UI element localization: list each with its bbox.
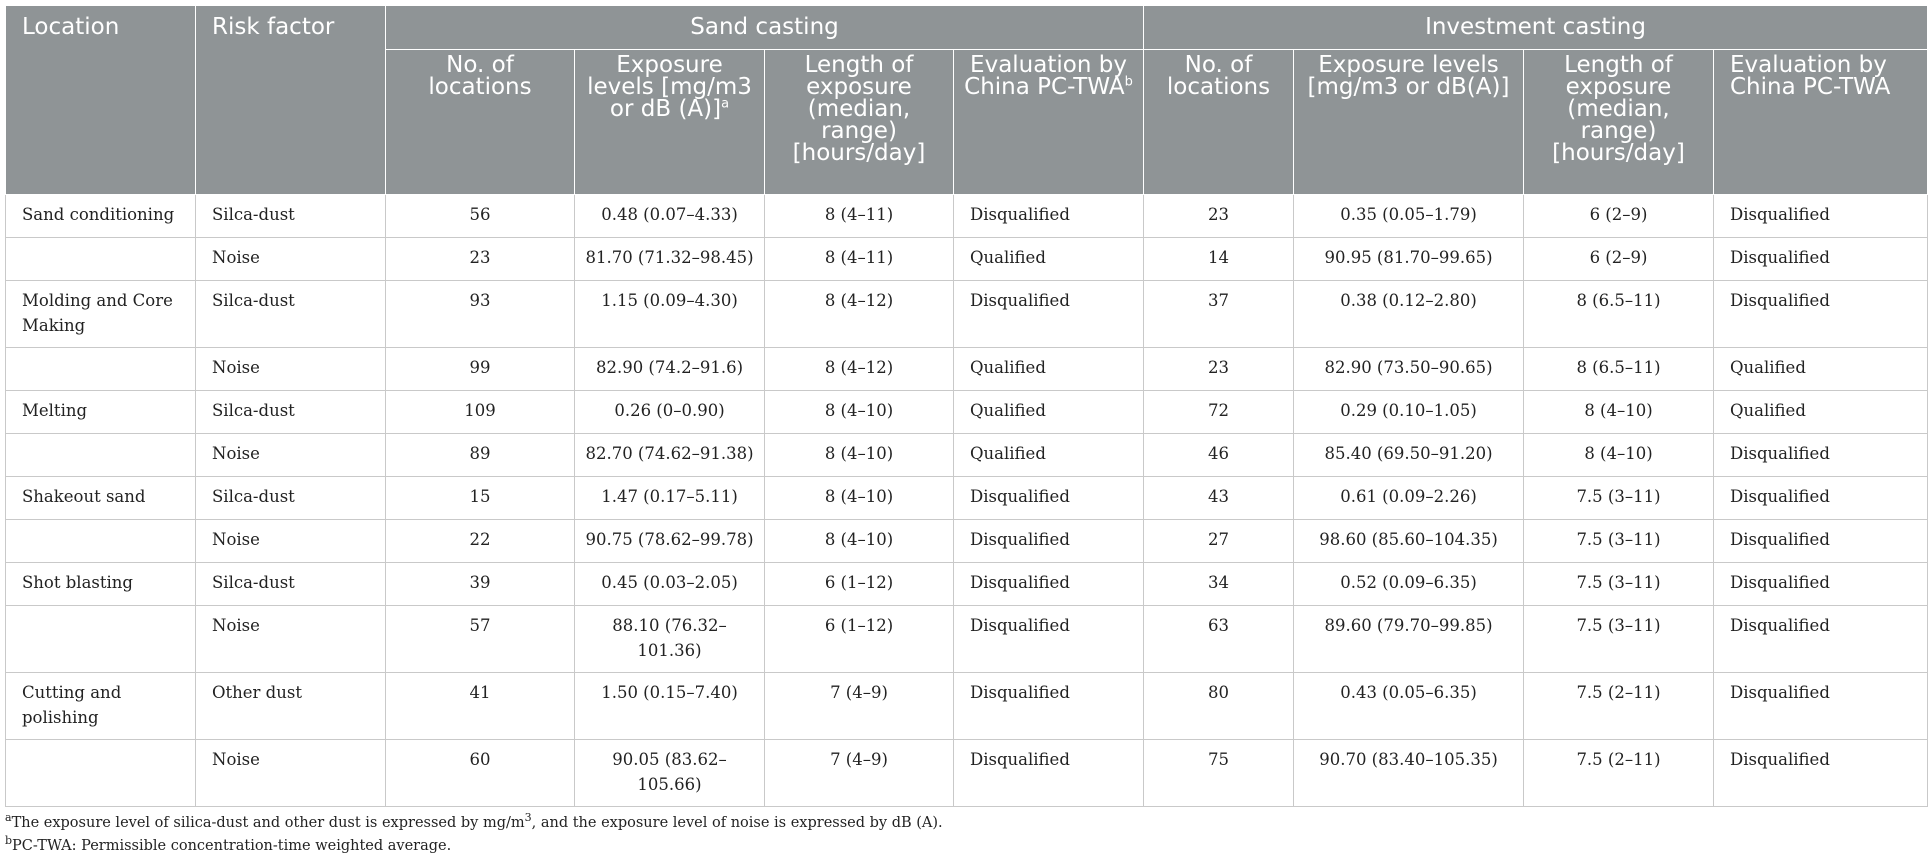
cell-location: Molding and Core Making <box>6 281 196 348</box>
cell-sand-exposure: 0.26 (0–0.90) <box>575 391 765 434</box>
cell-inv-length: 7.5 (2–11) <box>1524 740 1714 807</box>
cell-sand-length: 8 (4–12) <box>765 281 954 348</box>
cell-sand-evaluation: Disqualified <box>954 606 1144 673</box>
table-row <box>6 740 1928 807</box>
cell-sand-exposure: 0.45 (0.03–2.05) <box>575 563 765 606</box>
cell-sand-no-locations: 15 <box>386 477 575 520</box>
cell-inv-exposure: 0.35 (0.05–1.79) <box>1294 195 1524 238</box>
cell-sand-exposure: 90.05 (83.62–105.66) <box>575 740 765 807</box>
cell-inv-exposure: 90.70 (83.40–105.35) <box>1294 740 1524 807</box>
exposure-table <box>5 5 1928 807</box>
cell-sand-exposure: 1.15 (0.09–4.30) <box>575 281 765 348</box>
table-row <box>6 238 1928 281</box>
cell-sand-length: 8 (4–12) <box>765 348 954 391</box>
cell-sand-no-locations: 56 <box>386 195 575 238</box>
cell-inv-evaluation: Disqualified <box>1714 434 1928 477</box>
cell-sand-evaluation: Disqualified <box>954 477 1144 520</box>
cell-inv-no-locations: 34 <box>1144 563 1294 606</box>
header-inv-evaluation-text: Evaluation by China PC-TWA <box>1730 52 1891 100</box>
cell-inv-evaluation: Disqualified <box>1714 477 1928 520</box>
cell-inv-evaluation: Qualified <box>1714 391 1928 434</box>
cell-inv-length: 7.5 (3–11) <box>1524 606 1714 673</box>
table-row <box>6 606 1928 673</box>
cell-inv-no-locations: 14 <box>1144 238 1294 281</box>
cell-sand-evaluation: Disqualified <box>954 195 1144 238</box>
header-sand-length <box>765 50 954 195</box>
cell-location: Cutting and polishing <box>6 673 196 740</box>
footnote-marker-b: b <box>1124 74 1133 90</box>
cell-sand-evaluation: Qualified <box>954 434 1144 477</box>
cell-location <box>6 606 196 673</box>
header-sand-exposure-levels <box>575 50 765 195</box>
cell-sand-length: 8 (4–10) <box>765 520 954 563</box>
cell-location <box>6 238 196 281</box>
cell-location <box>6 740 196 807</box>
cell-risk-factor: Noise <box>196 238 386 281</box>
table-row <box>6 563 1928 606</box>
cell-risk-factor: Other dust <box>196 673 386 740</box>
cell-sand-no-locations: 93 <box>386 281 575 348</box>
footnote-a-superscript: 3 <box>524 811 532 825</box>
cell-inv-length: 6 (2–9) <box>1524 238 1714 281</box>
cell-inv-exposure: 0.43 (0.05–6.35) <box>1294 673 1524 740</box>
cell-inv-exposure: 0.61 (0.09–2.26) <box>1294 477 1524 520</box>
cell-inv-exposure: 90.95 (81.70–99.65) <box>1294 238 1524 281</box>
cell-inv-exposure: 85.40 (69.50–91.20) <box>1294 434 1524 477</box>
cell-inv-length: 8 (4–10) <box>1524 434 1714 477</box>
header-sand-exposure-text: Exposure levels [mg/m3 or dB (A)] <box>587 52 752 122</box>
table-container <box>5 5 1927 807</box>
cell-inv-evaluation: Disqualified <box>1714 673 1928 740</box>
cell-inv-evaluation: Disqualified <box>1714 520 1928 563</box>
cell-inv-no-locations: 37 <box>1144 281 1294 348</box>
cell-inv-length: 8 (4–10) <box>1524 391 1714 434</box>
cell-location: Shakeout sand <box>6 477 196 520</box>
cell-sand-no-locations: 60 <box>386 740 575 807</box>
cell-sand-exposure: 90.75 (78.62–99.78) <box>575 520 765 563</box>
cell-sand-evaluation: Qualified <box>954 348 1144 391</box>
cell-risk-factor: Noise <box>196 606 386 673</box>
cell-inv-length: 8 (6.5–11) <box>1524 348 1714 391</box>
header-risk-factor: Risk factor <box>196 6 386 195</box>
table-row <box>6 348 1928 391</box>
cell-sand-evaluation: Disqualified <box>954 673 1144 740</box>
cell-inv-evaluation: Disqualified <box>1714 740 1928 807</box>
cell-sand-exposure: 1.47 (0.17–5.11) <box>575 477 765 520</box>
cell-risk-factor: Silca-dust <box>196 281 386 348</box>
cell-inv-length: 7.5 (2–11) <box>1524 673 1714 740</box>
cell-inv-no-locations: 63 <box>1144 606 1294 673</box>
table-row <box>6 391 1928 434</box>
cell-sand-length: 8 (4–10) <box>765 434 954 477</box>
cell-inv-no-locations: 23 <box>1144 348 1294 391</box>
cell-sand-length: 7 (4–9) <box>765 740 954 807</box>
cell-location <box>6 434 196 477</box>
header-inv-length <box>1524 50 1714 195</box>
cell-risk-factor: Silca-dust <box>196 195 386 238</box>
cell-risk-factor: Noise <box>196 434 386 477</box>
cell-inv-evaluation: Disqualified <box>1714 238 1928 281</box>
cell-sand-evaluation: Qualified <box>954 391 1144 434</box>
cell-sand-length: 6 (1–12) <box>765 563 954 606</box>
cell-sand-evaluation: Disqualified <box>954 520 1144 563</box>
cell-inv-no-locations: 23 <box>1144 195 1294 238</box>
cell-sand-length: 7 (4–9) <box>765 673 954 740</box>
cell-sand-evaluation: Qualified <box>954 238 1144 281</box>
cell-sand-no-locations: 57 <box>386 606 575 673</box>
table-row <box>6 520 1928 563</box>
footnote-a-text-end: , and the exposure level of noise is expressed by dB (A). <box>531 815 943 831</box>
cell-sand-length: 8 (4–10) <box>765 391 954 434</box>
cell-inv-exposure: 0.38 (0.12–2.80) <box>1294 281 1524 348</box>
cell-sand-no-locations: 99 <box>386 348 575 391</box>
cell-inv-evaluation: Disqualified <box>1714 606 1928 673</box>
header-inv-no-locations <box>1144 50 1294 195</box>
table-row <box>6 281 1928 348</box>
cell-sand-exposure: 81.70 (71.32–98.45) <box>575 238 765 281</box>
header-location: Location <box>6 6 196 195</box>
header-inv-exposure-levels <box>1294 50 1524 195</box>
cell-risk-factor: Noise <box>196 740 386 807</box>
cell-sand-length: 8 (4–10) <box>765 477 954 520</box>
header-investment-casting: Investment casting <box>1144 6 1928 50</box>
cell-sand-no-locations: 22 <box>386 520 575 563</box>
footnotes <box>5 812 943 858</box>
header-sand-no-locations <box>386 50 575 195</box>
header-sand-length-text: Length of exposure (median, range) [hours/day] <box>792 52 926 166</box>
cell-sand-exposure: 82.70 (74.62–91.38) <box>575 434 765 477</box>
cell-sand-evaluation: Disqualified <box>954 281 1144 348</box>
cell-sand-no-locations: 109 <box>386 391 575 434</box>
footnote-a-text: The exposure level of silica-dust and other dust is expressed by mg/m <box>11 815 525 831</box>
table-row <box>6 434 1928 477</box>
cell-risk-factor: Silca-dust <box>196 477 386 520</box>
cell-location: Shot blasting <box>6 563 196 606</box>
header-sand-no-locations-text: No. of locations <box>428 52 532 100</box>
header-sand-casting: Sand casting <box>386 6 1144 50</box>
header-inv-exposure-text: Exposure levels [mg/m3 or dB(A)] <box>1307 52 1510 100</box>
cell-inv-evaluation: Qualified <box>1714 348 1928 391</box>
table-body <box>6 195 1928 807</box>
cell-sand-exposure: 0.48 (0.07–4.33) <box>575 195 765 238</box>
cell-inv-no-locations: 46 <box>1144 434 1294 477</box>
cell-inv-no-locations: 72 <box>1144 391 1294 434</box>
cell-inv-length: 7.5 (3–11) <box>1524 477 1714 520</box>
footnote-b <box>5 835 943 858</box>
cell-sand-no-locations: 39 <box>386 563 575 606</box>
cell-inv-no-locations: 75 <box>1144 740 1294 807</box>
cell-sand-evaluation: Disqualified <box>954 740 1144 807</box>
table-row <box>6 477 1928 520</box>
cell-sand-exposure: 82.90 (74.2–91.6) <box>575 348 765 391</box>
header-inv-no-locations-text: No. of locations <box>1166 52 1271 100</box>
footnote-b-mark: b <box>5 834 13 848</box>
cell-inv-exposure: 82.90 (73.50–90.65) <box>1294 348 1524 391</box>
cell-sand-length: 8 (4–11) <box>765 238 954 281</box>
cell-inv-length: 7.5 (3–11) <box>1524 520 1714 563</box>
cell-location <box>6 520 196 563</box>
cell-sand-no-locations: 89 <box>386 434 575 477</box>
cell-sand-exposure: 1.50 (0.15–7.40) <box>575 673 765 740</box>
table-row <box>6 673 1928 740</box>
cell-inv-length: 8 (6.5–11) <box>1524 281 1714 348</box>
cell-risk-factor: Silca-dust <box>196 391 386 434</box>
footnote-a <box>5 812 943 835</box>
cell-sand-length: 8 (4–11) <box>765 195 954 238</box>
footnote-a-mark: a <box>5 811 12 825</box>
cell-inv-exposure: 0.52 (0.09–6.35) <box>1294 563 1524 606</box>
footnote-marker-a: a <box>721 96 730 112</box>
header-inv-evaluation <box>1714 50 1928 195</box>
cell-location: Sand conditioning <box>6 195 196 238</box>
header-sand-evaluation-text: Evaluation by China PC-TWA <box>964 52 1127 100</box>
cell-inv-no-locations: 80 <box>1144 673 1294 740</box>
cell-sand-length: 6 (1–12) <box>765 606 954 673</box>
cell-inv-exposure: 89.60 (79.70–99.85) <box>1294 606 1524 673</box>
cell-inv-no-locations: 43 <box>1144 477 1294 520</box>
cell-inv-no-locations: 27 <box>1144 520 1294 563</box>
cell-sand-no-locations: 23 <box>386 238 575 281</box>
header-inv-length-text: Length of exposure (median, range) [hours/day] <box>1552 52 1685 166</box>
cell-sand-evaluation: Disqualified <box>954 563 1144 606</box>
cell-sand-exposure: 88.10 (76.32–101.36) <box>575 606 765 673</box>
cell-location <box>6 348 196 391</box>
cell-risk-factor: Noise <box>196 348 386 391</box>
cell-risk-factor: Noise <box>196 520 386 563</box>
table-row <box>6 195 1928 238</box>
cell-inv-exposure: 0.29 (0.10–1.05) <box>1294 391 1524 434</box>
cell-inv-evaluation: Disqualified <box>1714 281 1928 348</box>
cell-sand-no-locations: 41 <box>386 673 575 740</box>
cell-inv-evaluation: Disqualified <box>1714 563 1928 606</box>
footnote-b-text: PC-TWA: Permissible concentration-time weighted average. <box>12 838 452 854</box>
header-sand-evaluation <box>954 50 1144 195</box>
cell-inv-evaluation: Disqualified <box>1714 195 1928 238</box>
cell-inv-length: 6 (2–9) <box>1524 195 1714 238</box>
cell-inv-exposure: 98.60 (85.60–104.35) <box>1294 520 1524 563</box>
cell-location: Melting <box>6 391 196 434</box>
cell-inv-length: 7.5 (3–11) <box>1524 563 1714 606</box>
cell-risk-factor: Silca-dust <box>196 563 386 606</box>
